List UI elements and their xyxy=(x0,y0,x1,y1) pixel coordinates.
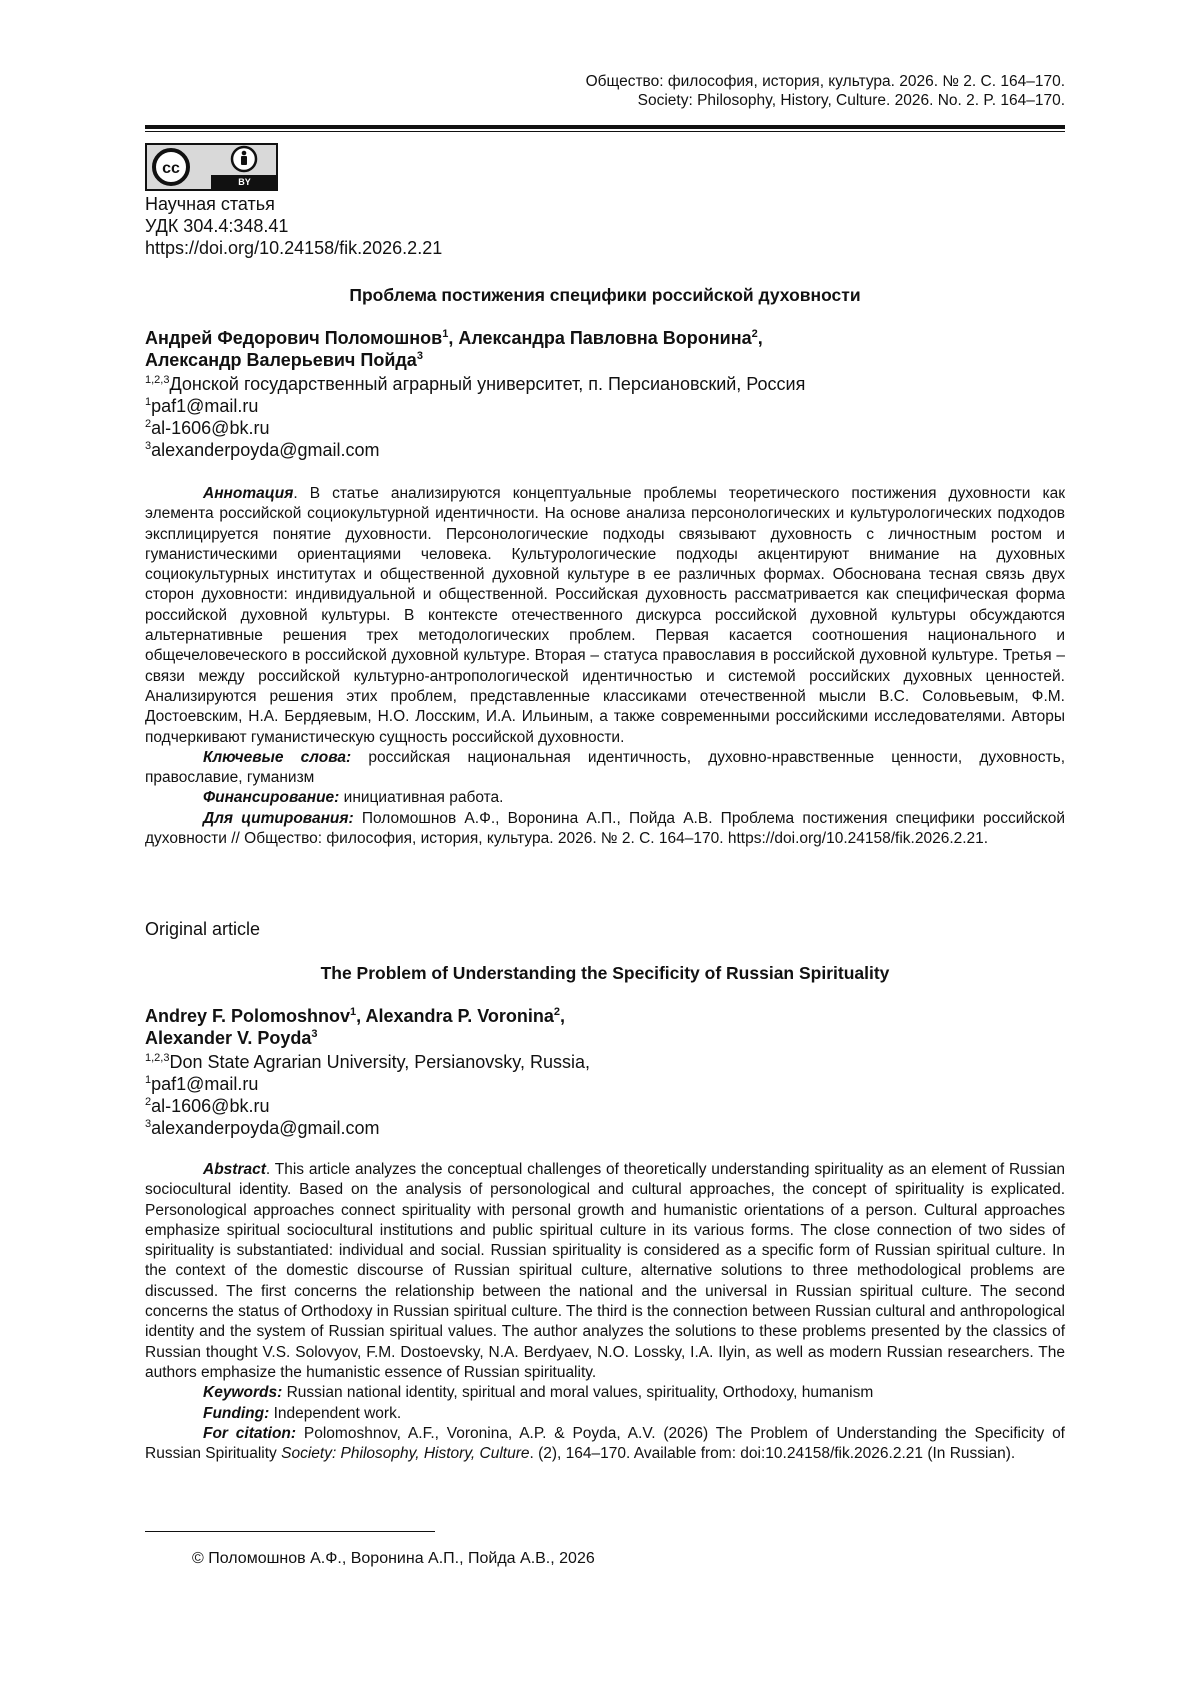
by-label: BY xyxy=(211,175,278,189)
en-citation xyxy=(145,1424,1065,1465)
en-citation-journal: Society: Philosophy, History, Culture xyxy=(281,1445,530,1463)
ru-email-3-sup: 3 xyxy=(145,440,152,452)
footnote-rule xyxy=(145,1531,435,1532)
ru-affiliation-sup: 1,2,3 xyxy=(145,374,170,386)
en-funding xyxy=(145,1404,1065,1424)
ru-abstract-block xyxy=(145,484,1065,849)
header-rule-thin xyxy=(145,131,1065,132)
ru-affiliation-block xyxy=(145,373,1065,461)
en-author-1: Andrey F. Polomoshnov xyxy=(145,1006,351,1026)
en-email-3-sup: 3 xyxy=(145,1118,152,1130)
ru-keywords-text: российская национальная идентичность, духовно-нравственные ценности, духовность, православие, гуманизм xyxy=(145,748,1065,787)
ru-author-1-sup: 1 xyxy=(442,328,449,340)
en-author-3: Alexander V. Poyda xyxy=(145,1028,312,1048)
en-email-1[interactable]: paf1@mail.ru xyxy=(151,1074,259,1094)
en-email-2[interactable]: al-1606@bk.ru xyxy=(151,1096,270,1116)
ru-affiliation: Донской государственный аграрный университет, п. Персиановский, Россия xyxy=(169,374,806,394)
ru-doi-link[interactable]: https://doi.org/10.24158/fik.2026.2.21 xyxy=(145,238,443,258)
en-author-3-sup: 3 xyxy=(311,1028,318,1040)
ru-keywords-label: Ключевые слова: xyxy=(203,748,352,766)
ru-article-type: Научная статья xyxy=(145,194,275,214)
en-title: The Problem of Understanding the Specificity of Russian Spirituality xyxy=(320,963,890,983)
ru-email-3[interactable]: alexanderpoyda@gmail.com xyxy=(151,440,380,460)
en-affiliation-block xyxy=(145,1051,1065,1139)
en-author-2: Alexandra P. Voronina xyxy=(365,1006,554,1026)
ru-author-2-sup: 2 xyxy=(751,328,758,340)
en-keywords xyxy=(145,1383,1065,1403)
ru-author-3-sup: 3 xyxy=(416,350,423,362)
ru-author-1: Андрей Федорович Поломошнов xyxy=(145,328,443,348)
ru-abstract xyxy=(145,484,1065,748)
en-email-2-sup: 2 xyxy=(145,1096,152,1108)
en-article-type: Original article xyxy=(145,919,261,939)
en-email-3[interactable]: alexanderpoyda@gmail.com xyxy=(151,1118,380,1138)
ru-email-1-sup: 1 xyxy=(145,396,152,408)
en-abstract xyxy=(145,1160,1065,1383)
en-affiliation-sup: 1,2,3 xyxy=(145,1052,170,1064)
ru-authors: Андрей Федорович Поломошнов$^1$, Александра Павловна Воронина$^2$, Александр Валерьевич Пойда$^3$ xyxy=(145,328,763,370)
en-email-1-sup: 1 xyxy=(145,1074,152,1086)
en-author-1-sup: 1 xyxy=(350,1006,357,1018)
en-citation-tail: . (2), 164–170. Available from: doi:10.24158/fik.2026.2.21 (In Russian). xyxy=(529,1445,1016,1463)
ru-email-2[interactable]: al-1606@bk.ru xyxy=(151,418,270,438)
en-authors: Andrey F. Polomoshnov$^1$, Alexandra P. Voronina$^2$, Alexander V. Poyda$^3$ xyxy=(145,1006,566,1048)
ru-email-2-sup: 2 xyxy=(145,418,152,430)
ru-keywords xyxy=(145,748,1065,789)
ru-udk: УДК 304.4:348.41 xyxy=(145,216,289,236)
ru-citation-text: Поломошнов А.Ф., Воронина А.П., Пойда А.В. Проблема постижения специфики российской духовности // Общество: философия, история, культура. 2026. № 2. С. 164–170. https://doi.org/10.24158/fik.2026.2.21. xyxy=(145,809,1065,848)
cc-by-license-badge[interactable] xyxy=(145,143,278,191)
ru-funding-label: Финансирование: xyxy=(203,789,340,807)
header-rule-thick xyxy=(145,125,1065,129)
en-citation-label: For citation: xyxy=(203,1424,297,1442)
ru-abstract-label: Аннотация xyxy=(203,485,294,502)
en-citation-text: Polomoshnov, A.F., Voronina, A.P. & Poyda, A.V. (2026) The Problem of Understanding the Specificity of Russian Spirituality xyxy=(145,1424,1065,1463)
running-head-en: Society: Philosophy, History, Culture. 2026. No. 2. P. 164–170. xyxy=(637,92,1065,109)
en-abstract-label: Abstract xyxy=(203,1161,266,1178)
en-funding-text: Independent work. xyxy=(273,1404,402,1422)
ru-author-3: Александр Валерьевич Пойда xyxy=(145,350,417,370)
ru-title: Проблема постижения специфики российской духовности xyxy=(349,285,861,305)
en-funding-label: Funding: xyxy=(203,1404,270,1422)
ru-author-2: Александра Павловна Воронина xyxy=(458,328,752,348)
en-author-2-sup: 2 xyxy=(553,1006,561,1018)
ru-email-1[interactable]: paf1@mail.ru xyxy=(151,396,259,416)
cc-mark: cc xyxy=(162,160,180,177)
ru-funding-text: инициативная работа. xyxy=(343,789,504,807)
ru-abstract-text: . В статье анализируются концептуальные проблемы теоретического постижения духовности как элемента российской социокультурной идентичности. На основе анализа персонологических и культурологических подходов эксплицируется понятие духовности. Персонологические подходы связывают духовность с личностным ростом и гуманистическими ориентациями человека. Культурологические подходы акцентируют внимание на духовных социокультурных институтах и общественной духовной культуре в ее различных формах. Обоснована тесная связь двух сторон духовности: индивидуальной и общественной. Российская духовность рассматривается как специфическая форма российской духовной культуры. В контексте отечественного дискурса российской духовной культуры обсуждаются альтернативные решения трех методологических проблем. Первая касается соотношения национального и общечеловеческого в российской духовной культуре. Вторая – статуса православия в российской духовной культуре. Третья – связи между российской культурно-антропологической идентичностью и системой российских духовных ценностей. Анализируются решения этих проблем, представленные классиками отечественной мысли В.С. Соловьевым, Ф.М. Достоевским, Н.А. Бердяевым, Н.О. Лосским, И.А. Ильиным, а также современными российскими исследователями. Авторы подчеркивают гуманистическую сущность российской духовности. xyxy=(145,485,1065,746)
en-affiliation: Don State Agrarian University, Persianovsky, Russia, xyxy=(169,1052,590,1072)
en-keywords-label: Keywords: xyxy=(203,1384,283,1402)
copyright-notice: © Поломошнов А.Ф., Воронина А.П., Пойда А.В., 2026 xyxy=(192,1550,595,1567)
running-head-ru: Общество: философия, история, культура. 2026. № 2. С. 164–170. xyxy=(585,73,1065,90)
ru-citation xyxy=(145,809,1065,850)
ru-funding xyxy=(145,788,1065,808)
en-keywords-text: Russian national identity, spiritual and moral values, spirituality, Orthodoxy, humanism xyxy=(286,1384,874,1402)
running-head xyxy=(145,72,1065,110)
ru-meta xyxy=(145,193,442,259)
en-abstract-text: . This article analyzes the conceptual challenges of theoretically understanding spirituality as an element of Russian sociocultural identity. Based on the analysis of personological and cultural approaches, the concept of spirituality is explicated. Personological approaches connect spirituality with personal growth and humanistic orientations of a person. Cultural approaches emphasize spiritual sociocultural institutions and public spiritual culture in its various forms. The close connection of two sides of spirituality is substantiated: individual and social. Russian spirituality is considered as a specific form of Russian spiritual culture. In the context of the domestic discourse of Russian spiritual culture, alternative solutions to three methodological problems are discussed. The first concerns the relationship between the national and the universal in Russian spiritual culture. The second concerns the status of Orthodoxy in Russian spiritual culture. The third is the connection between Russian cultural and anthropological identity and the system of Russian spiritual values. The author analyzes the solutions to these problems presented by the classics of Russian thought V.S. Solovyov, F.M. Dostoevsky, N.A. Berdyaev, N.O. Lossky, I.A. Ilyin, as well as modern Russian researchers. The authors emphasize the humanistic essence of Russian spirituality. xyxy=(145,1161,1065,1381)
ru-citation-label: Для цитирования: xyxy=(203,809,354,827)
en-abstract-block xyxy=(145,1160,1065,1464)
